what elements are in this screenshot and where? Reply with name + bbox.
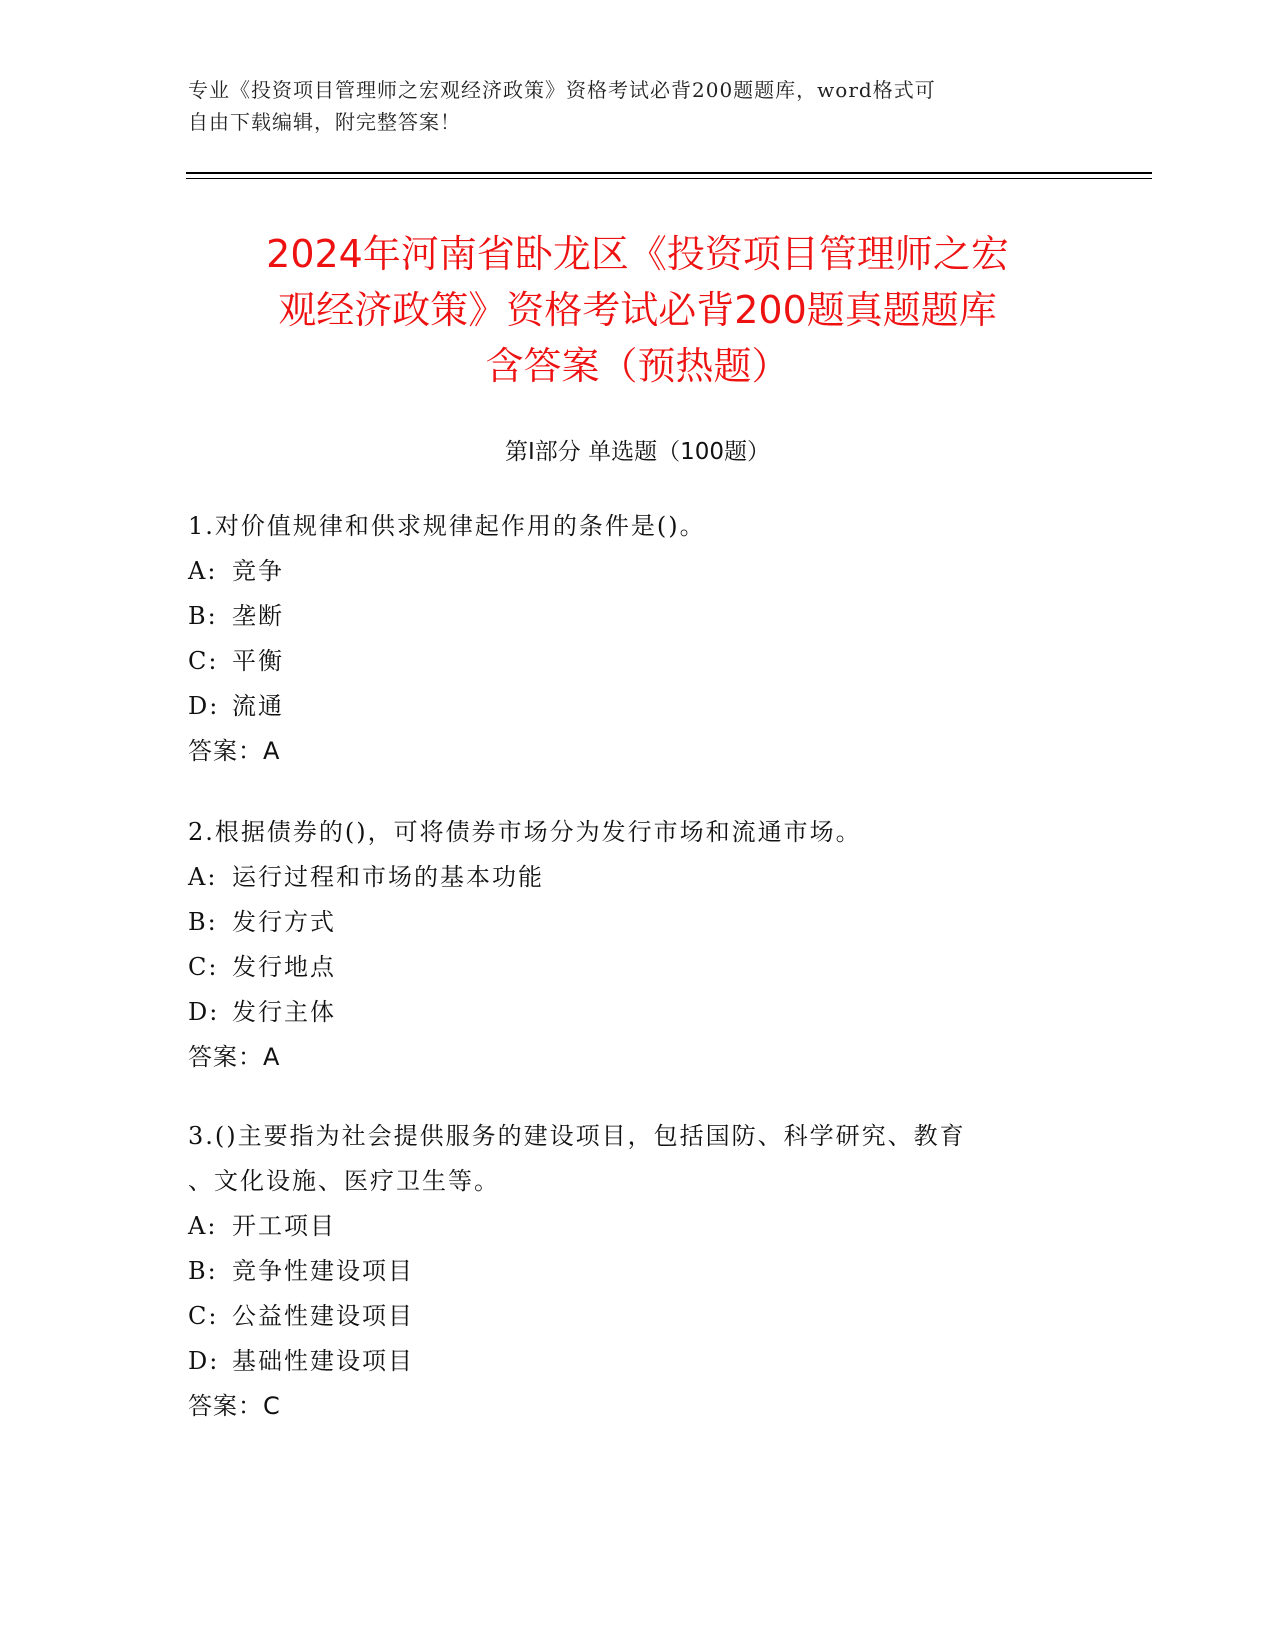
header-divider-thick (186, 172, 1152, 174)
option-letter: A: (188, 1212, 218, 1240)
option-b (188, 900, 1088, 945)
option-text: 基础性建设项目 (232, 1347, 414, 1375)
answer: 答案：A (188, 1043, 281, 1071)
option-c (188, 945, 1088, 990)
option-text: 发行方式 (232, 908, 336, 936)
header-divider-thin (186, 178, 1152, 179)
document-title (150, 226, 1125, 394)
question-stem: 2.根据债券的()，可将债券市场分为发行市场和流通市场。 (188, 818, 862, 846)
question-stem: 1.对价值规律和供求规律起作用的条件是()。 (188, 512, 706, 540)
question-stem-line-1: 3.()主要指为社会提供服务的建设项目，包括国防、科学研究、教育 (188, 1122, 966, 1150)
option-letter: C: (188, 647, 219, 675)
option-letter: B: (188, 602, 218, 630)
option-d (188, 990, 1088, 1035)
option-a (188, 855, 1088, 900)
option-a (188, 1204, 1088, 1249)
title-line-1: 2024年河南省卧龙区《投资项目管理师之宏 (266, 232, 1009, 276)
option-letter: C: (188, 953, 219, 981)
title-line-2: 观经济政策》资格考试必背200题真题题库 (278, 288, 997, 332)
section-heading: 第I部分 单选题（100题） (505, 439, 770, 465)
option-text: 开工项目 (232, 1212, 336, 1240)
option-letter: A: (188, 557, 218, 585)
option-text: 发行地点 (232, 953, 336, 981)
option-text: 流通 (232, 692, 284, 720)
option-d (188, 684, 1088, 729)
option-c (188, 639, 1088, 684)
option-d (188, 1339, 1088, 1384)
question-2 (188, 810, 1088, 1080)
title-line-3: 含答案（预热题） (485, 344, 790, 388)
option-text: 公益性建设项目 (232, 1302, 414, 1330)
option-letter: D: (188, 692, 220, 720)
option-text: 竞争性建设项目 (232, 1257, 414, 1285)
option-text: 发行主体 (232, 998, 336, 1026)
option-c (188, 1294, 1088, 1339)
question-stem-line-2: 、文化设施、医疗卫生等。 (188, 1167, 500, 1195)
question-3 (188, 1114, 1088, 1429)
header-note-line-2: 自由下载编辑，附完整答案！ (188, 110, 461, 134)
option-text: 垄断 (232, 602, 284, 630)
question-1 (188, 504, 1088, 774)
option-b (188, 1249, 1088, 1294)
option-text: 平衡 (232, 647, 284, 675)
option-text: 竞争 (232, 557, 284, 585)
header-note (188, 74, 1088, 138)
option-letter: B: (188, 908, 218, 936)
option-letter: D: (188, 998, 220, 1026)
answer: 答案：A (188, 737, 281, 765)
header-note-line-1: 专业《投资项目管理师之宏观经济政策》资格考试必背200题题库，word格式可 (188, 78, 936, 102)
option-letter: D: (188, 1347, 220, 1375)
option-letter: A: (188, 863, 218, 891)
option-letter: B: (188, 1257, 218, 1285)
option-letter: C: (188, 1302, 219, 1330)
option-b (188, 594, 1088, 639)
option-text: 运行过程和市场的基本功能 (232, 863, 544, 891)
option-a (188, 549, 1088, 594)
answer: 答案：C (188, 1392, 281, 1420)
